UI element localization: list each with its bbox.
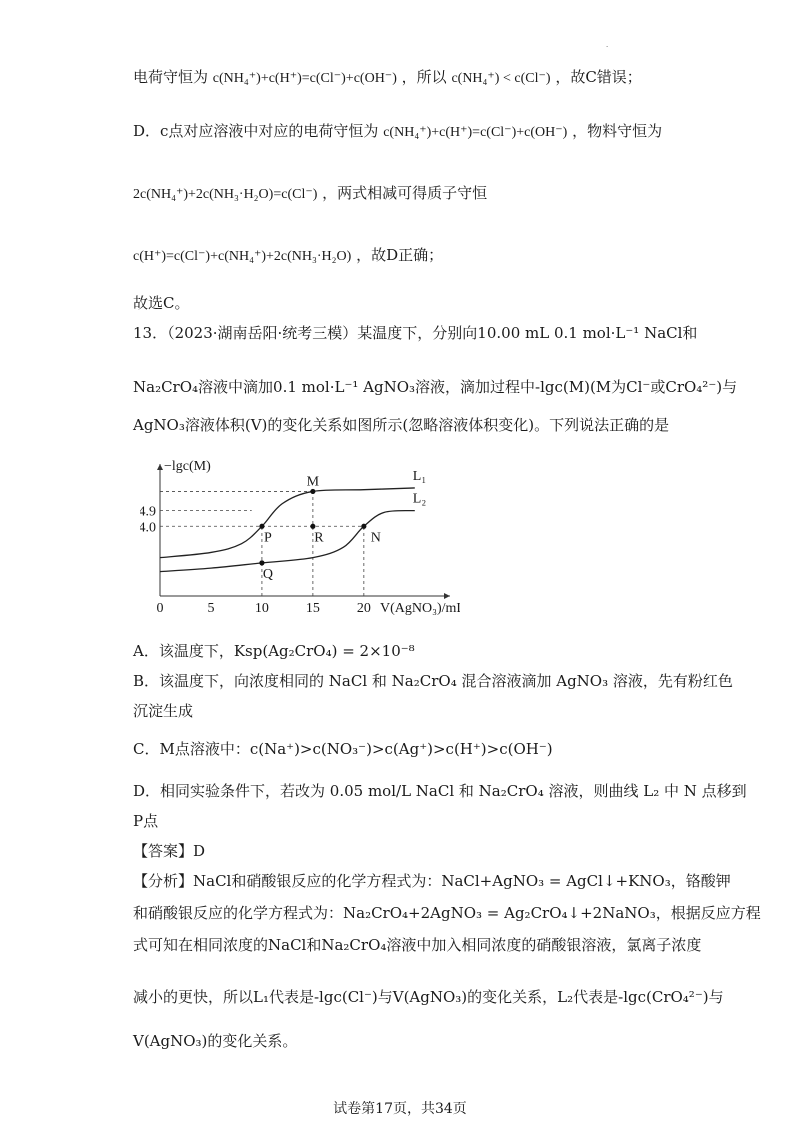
question-stem-line2: Na₂CrO₄溶液中滴加0.1 mol·L⁻¹ AgNO₃溶液，滴加过程中-lgc(M)(M为Cl⁻或CrO₄²⁻)与 [133, 378, 738, 396]
x-tick-label: 15 [305, 601, 320, 616]
x-tick-label: 20 [356, 601, 371, 616]
analysis-line5: V(AgNO₃)的变化关系。 [133, 1032, 298, 1050]
question-stem-line3: AgNO₃溶液体积(V)的变化关系如图所示(忽略溶液体积变化)。下列说法正确的是 [133, 416, 670, 434]
conclusion-line: 故选C。 [133, 294, 190, 312]
material-conservation-line [133, 182, 487, 206]
option-c: C．M点溶液中：c(Na⁺)>c(NO₃⁻)>c(Ag⁺)>c(H⁺)>c(OH⁻) [133, 740, 553, 758]
line-text: ，所以 [401, 68, 447, 86]
option-d: D．相同实验条件下，若改为 0.05 mol/L NaCl 和 Na₂CrO₄ 溶液，则曲线 L₂ 中 N 点移到 [133, 782, 747, 800]
analysis-line4: 减小的更快，所以L₁代表是-lgc(Cl⁻)与V(AgNO₃)的变化关系，L₂代表是-lgc(CrO₄²⁻)与 [133, 988, 724, 1006]
point-label-M: M [306, 474, 320, 490]
charge-conservation-line [133, 66, 642, 90]
y-tick-label: 4.9 [140, 504, 156, 520]
line-text: ，故D正确； [356, 246, 444, 264]
series-label-1: L₁ [412, 468, 427, 484]
chart-svg [140, 456, 460, 616]
line-text: ，两式相减可得质子守恒 [322, 184, 488, 202]
point-label-Q: Q [262, 566, 273, 582]
line-text: ，物料守恒为 [572, 122, 663, 140]
question-stem-line1: 13．（2023·湖南岳阳·统考三模）某温度下，分别向10.00 mL 0.1 mol·L⁻¹ NaCl和 [133, 324, 698, 342]
point-R [310, 524, 315, 529]
exam-page: . 电荷守恒为 c(NH₄⁺)+c(H⁺)=c(Cl⁻)+c(OH⁻) ，所以 c(NH₄⁺) < c(Cl⁻) ，故C错误； D．c点对应溶液中对应的电荷守恒为 c(NH₄⁺)+c(H⁺)=c(Cl⁻)+c(OH⁻) ，物料守恒为 2c(NH₄⁺)+2c(NH₃·H₂O)=c(Cl⁻) ，两式相减可得质子守恒 c(H⁺)=c(Cl⁻)+c(NH₄⁺)+2c(NH₃·H₂O) ，故D正确； 故选C。 13．（2023·湖南岳阳·统考三模）某温度下，分别向10.00 mL 0.1 mol·L⁻¹ NaCl和 Na₂CrO₄溶液中滴加0.1 mol·L⁻¹ AgNO₃溶液，滴加过程中-lgc(M)(M为Cl⁻或CrO₄²⁻)与 AgNO₃溶液体积(V)的变化关系如图所示(忽略溶液体积变化)。下列说法正确的是 −lgc(M) V(AgNO₃)/mL 0 5 10 15 20 4.0 4.9 L₁ L₂ M P R N Q A．该温度下，Ksp(Ag₂CrO₄) = 2×10⁻⁸ B．该温度下，向浓度相同的 NaCl 和 Na₂CrO₄ 混合溶液滴加 AgNO₃ 溶液，先有粉红色 沉淀生成 C．M点溶液中：c(Na⁺)>c(NO₃⁻)>c(Ag⁺)>c(H⁺)>c(OH⁻) D．相同实验条件下，若改为 0.05 mol/L NaCl 和 Na₂CrO₄ 溶液，则曲线 L₂ 中 N 点移到 P点 【答案】D 【分析】NaCl和硝酸银反应的化学方程式为：NaCl+AgNO₃ = AgCl↓+KNO₃，铬酸钾 和硝酸银反应的化学方程式为：Na₂CrO₄+2AgNO₃ = Ag₂CrO₄↓+2NaNO₃，根据反应方程 式可知在相同浓度的NaCl和Na₂CrO₄溶液中加入相同浓度的硝酸银溶液，氯离子浓度 减小的更快，所以L₁代表是-lgc(Cl⁻)与V(AgNO₃)的变化关系，L₂代表是-lgc(CrO₄²⁻)与 V(AgNO₃)的变化关系。 试卷第17页，共34页 [0, 0, 800, 1132]
point-label-N: N [370, 530, 381, 546]
option-b: B．该温度下，向浓度相同的 NaCl 和 Na₂CrO₄ 混合溶液滴加 AgNO₃ 溶液，先有粉红色 [133, 672, 733, 690]
point-label-R: R [314, 530, 324, 546]
line-text: D．c点对应溶液中对应的电荷守恒为 [133, 122, 379, 140]
page-footer: 试卷第17页，共34页 [333, 1101, 467, 1117]
series-line-1 [160, 488, 415, 558]
x-tick-label: 0 [156, 601, 164, 616]
x-tick-label: 5 [207, 601, 215, 616]
point-label-P: P [264, 530, 272, 546]
line-text: ，故C错误； [555, 68, 642, 86]
point-M [310, 489, 315, 494]
option-d-continued: P点 [133, 812, 159, 830]
equation: c(NH₄⁺)+c(H⁺)=c(Cl⁻)+c(OH⁻) [383, 125, 568, 140]
proton-conservation-line [133, 244, 443, 268]
titration-chart [140, 456, 460, 616]
equation: 2c(NH₄⁺)+2c(NH₃·H₂O)=c(Cl⁻) [133, 187, 318, 202]
analysis-line1: 【分析】NaCl和硝酸银反应的化学方程式为：NaCl+AgNO₃ = AgCl↓+KNO₃，铬酸钾 [133, 872, 731, 890]
x-axis-arrow-icon [444, 593, 450, 599]
point-P [259, 524, 264, 529]
equation: c(H⁺)=c(Cl⁻)+c(NH₄⁺)+2c(NH₃·H₂O) [133, 249, 352, 264]
analysis-line3: 式可知在相同浓度的NaCl和Na₂CrO₄溶液中加入相同浓度的硝酸银溶液，氯离子浓度 [133, 936, 702, 954]
point-N [361, 524, 366, 529]
option-a: A．该温度下，Ksp(Ag₂CrO₄) = 2×10⁻⁸ [133, 642, 415, 660]
y-axis-label: −lgc(M) [164, 459, 211, 474]
equation: c(NH₄⁺)+c(H⁺)=c(Cl⁻)+c(OH⁻) [212, 71, 397, 86]
point-Q [259, 560, 264, 565]
equation: c(NH₄⁺) < c(Cl⁻) [451, 71, 551, 86]
y-axis-arrow-icon [157, 464, 163, 470]
option-b-continued: 沉淀生成 [133, 702, 194, 720]
x-axis-label: V(AgNO₃)/mL [380, 601, 460, 616]
x-tick-label: 10 [254, 601, 269, 616]
option-d-explanation-line [133, 120, 662, 144]
series-label-2: L₂ [412, 491, 427, 507]
answer-line: 【答案】D [133, 842, 206, 860]
y-tick-label: 4.0 [140, 520, 156, 536]
line-text: 电荷守恒为 [133, 68, 209, 86]
analysis-line2: 和硝酸银反应的化学方程式为：Na₂CrO₄+2AgNO₃ = Ag₂CrO₄↓+2NaNO₃，根据反应方程 [133, 904, 761, 922]
